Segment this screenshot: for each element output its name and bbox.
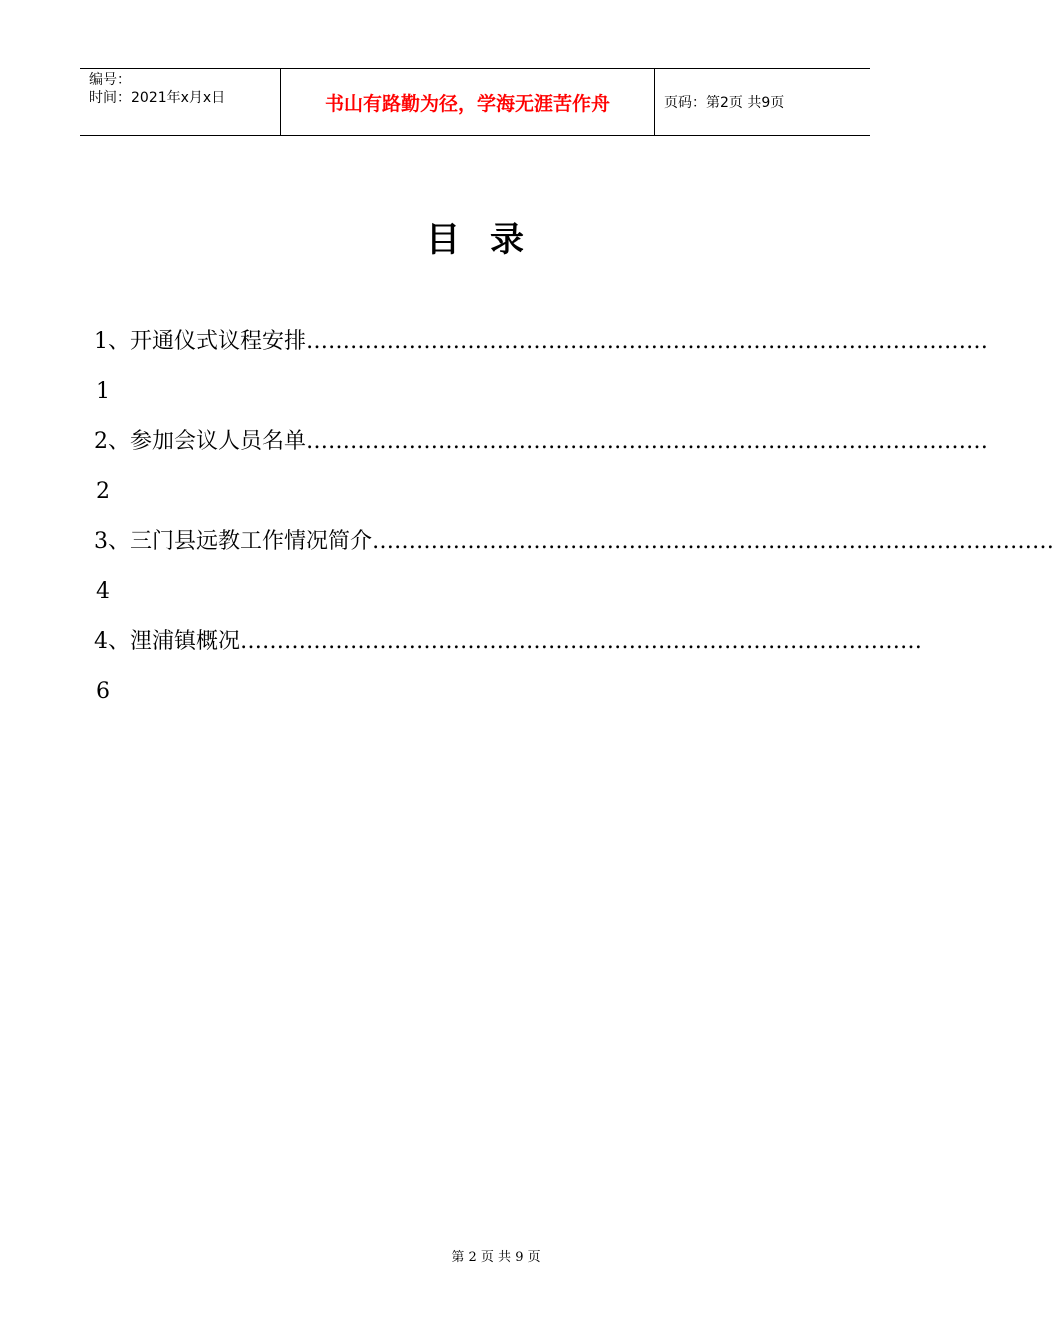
page-title: 目录 <box>426 220 554 260</box>
toc-item-page: 4 <box>96 579 110 604</box>
toc-item-page: 1 <box>96 379 110 404</box>
header-page-info: 页码：第2页 共9页 <box>664 95 785 111</box>
toc-item-text: 2、参加会议人员名单………………………………………………………………………………… <box>94 429 988 454</box>
date-label: 时间：2021年x月x日 <box>89 90 226 106</box>
page-header <box>80 68 870 136</box>
number-label: 编号： <box>89 72 131 88</box>
table-of-contents <box>94 322 1054 722</box>
toc-item-text: 4、浬浦镇概况………………………………………………………………………………… <box>94 629 922 654</box>
page-footer: 第 2 页 共 9 页 <box>451 1250 541 1265</box>
toc-item-text: 3、三门县远教工作情况简介………………………………………………………………………………… <box>94 529 1054 554</box>
header-meta <box>80 69 281 135</box>
toc-item-page: 6 <box>96 679 110 704</box>
toc-item-page: 2 <box>96 479 110 504</box>
header-motto: 书山有路勤为径，学海无涯苦作舟 <box>281 69 655 135</box>
toc-item-text: 1、开通仪式议程安排………………………………………………………………………………… <box>94 329 988 354</box>
